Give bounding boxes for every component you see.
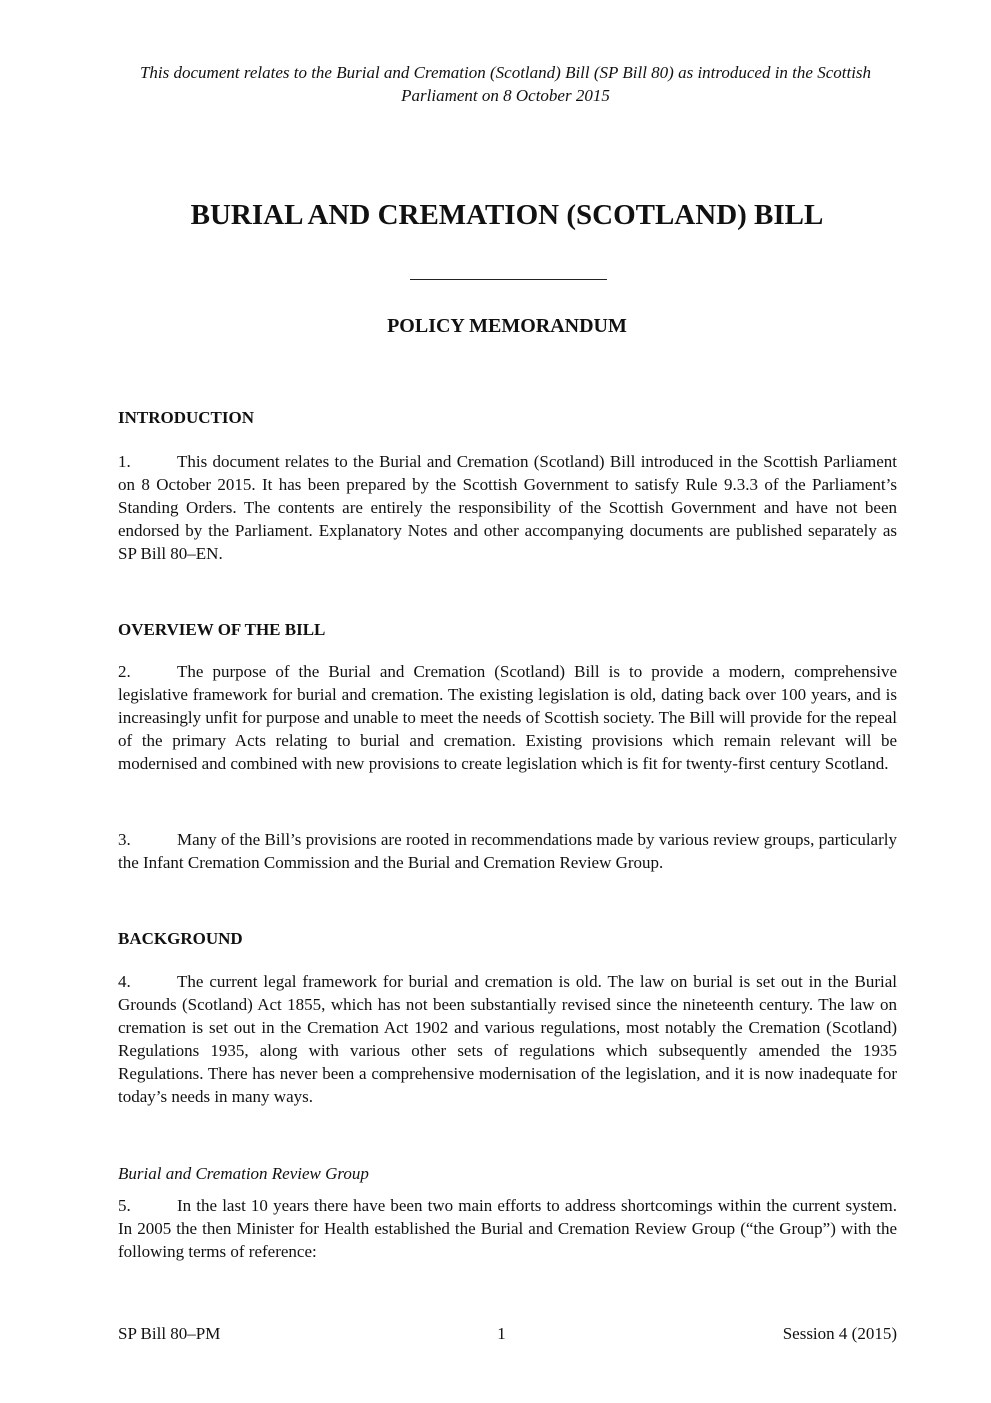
paragraph-3 [118, 828, 897, 874]
title-divider [410, 279, 607, 280]
review-group-subsection [118, 1162, 897, 1185]
paragraph-text: In the last 10 years there have been two main efforts to address shortcomings within the current system. In 2005 the then Minister for Health established the Burial and Cremation Review Group (“the Group”) with the following terms of reference: [118, 1196, 897, 1261]
paragraph-5 [118, 1194, 897, 1263]
footer-bill-reference: SP Bill 80–PM [118, 1324, 221, 1343]
review-group-subheading: Burial and Cremation Review Group [118, 1164, 369, 1183]
document-header-note: This document relates to the Burial and Cremation (Scotland) Bill (SP Bill 80) as introduced in the Scottish Parliament on 8 October 2015 [139, 63, 872, 105]
footer-session: Session 4 (2015) [782, 1324, 897, 1343]
paragraph-number: 2. [118, 662, 131, 681]
paragraph-text: The current legal framework for burial and cremation is old. The law on burial is set out in the Burial Grounds (Scotland) Act 1855, which has not been substantially revised since the nineteenth century. The law on cremation is set out in the Cremation Act 1902 and various regulations, most notably the Cremation (Scotland) Regulations 1935, along with various other sets of regulations which subsequently amended the 1935 Regulations. There has never been a comprehensive modernisation of the legislation, and it is now inadequate for today’s needs in many ways. [118, 972, 897, 1106]
paragraph-1 [118, 450, 897, 565]
page-footer [118, 1322, 897, 1345]
paragraph-number: 4. [118, 972, 131, 991]
overview-heading: OVERVIEW OF THE BILL [118, 620, 326, 639]
document-subtitle: POLICY MEMORANDUM [387, 315, 627, 337]
background-section [118, 927, 897, 950]
introduction-section [118, 406, 897, 429]
footer-page-number: 1 [497, 1324, 506, 1343]
overview-section [118, 618, 897, 641]
paragraph-number: 1. [118, 452, 131, 471]
paragraph-number: 5. [118, 1196, 131, 1215]
background-heading: BACKGROUND [118, 929, 243, 948]
bill-title: BURIAL AND CREMATION (SCOTLAND) BILL [190, 199, 824, 231]
paragraph-4 [118, 970, 897, 1108]
paragraph-2 [118, 660, 897, 775]
paragraph-text: The purpose of the Burial and Cremation (Scotland) Bill is to provide a modern, comprehensive legislative framework for burial and cremation. The existing legislation is old, dating back over 100 years, and is increasingly unfit for purpose and unable to meet the needs of Scottish society. The Bill will provide for the repeal of the primary Acts relating to burial and cremation. Existing provisions which remain relevant will be modernised and combined with new provisions to create legislation which is fit for twenty-first century Scotland. [118, 662, 897, 773]
paragraph-text: Many of the Bill’s provisions are rooted in recommendations made by various review groups, particularly the Infant Cremation Commission and the Burial and Cremation Review Group. [118, 830, 897, 872]
paragraph-text: This document relates to the Burial and Cremation (Scotland) Bill introduced in the Scottish Parliament on 8 October 2015. It has been prepared by the Scottish Government to satisfy Rule 9.3.3 of the Parliament’s Standing Orders. The contents are entirely the responsibility of the Scottish Government and have not been endorsed by the Parliament. Explanatory Notes and other accompanying documents are published separately as SP Bill 80–EN. [118, 452, 897, 563]
introduction-heading: INTRODUCTION [118, 408, 255, 427]
paragraph-number: 3. [118, 830, 131, 849]
